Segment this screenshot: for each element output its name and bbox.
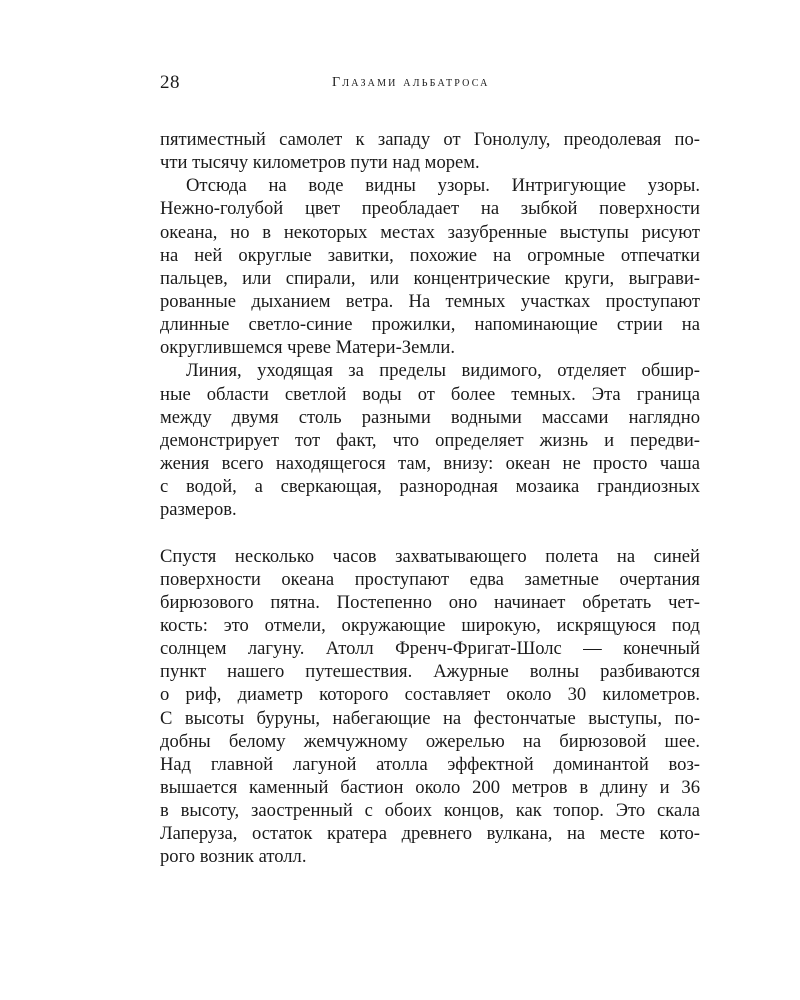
running-head [160, 71, 700, 95]
book-title: Глазами альбатроса [332, 75, 490, 90]
text-line: поверхности океана проступают едва заметные очертания [160, 568, 700, 590]
text-line: жения всего находящегося там, внизу: океан не просто чаша [160, 452, 700, 474]
text-line: Спустя несколько часов захватывающего полета на синей [160, 545, 700, 567]
text-line: между двумя столь разными водными массами наглядно [160, 406, 700, 428]
text-line: размеров. [160, 499, 237, 521]
text-line: с водой, а сверкающая, разнородная мозаика грандиозных [160, 476, 700, 498]
text-line: о риф, диаметр которого составляет около 30 километров. [160, 684, 700, 706]
paragraph [160, 359, 700, 521]
text-line: Над главной лагуной атолла эффектной доминантой воз- [160, 753, 700, 775]
page-number: 28 [160, 72, 180, 93]
paragraph-continuation [160, 128, 700, 174]
text-line: на ней округлые завитки, похожие на огромные отпечатки [160, 244, 700, 266]
text-line: кость: это отмели, окружающие широкую, искрящуюся под [160, 614, 700, 636]
text-line: Линия, уходящая за пределы видимого, отделяет обшир- [186, 360, 700, 382]
text-line: пункт нашего путешествия. Ажурные волны разбиваются [160, 661, 700, 683]
text-line: в высоту, заостренный с обоих концов, как топор. Это скала [160, 800, 700, 822]
text-line: округлившемся чреве Матери-Земли. [160, 337, 455, 359]
paragraph [160, 174, 700, 359]
text-line: бирюзового пятна. Постепенно оно начинает обретать чет- [160, 591, 700, 613]
text-line: добны белому жемчужному ожерелью на бирюзовой шее. [160, 730, 700, 752]
body-text [160, 128, 700, 869]
text-line: океана, но в некоторых местах зазубренные выступы рисуют [160, 221, 700, 243]
section-break [160, 521, 700, 544]
text-line: длинные светло-синие прожилки, напоминающие стрии на [160, 314, 700, 336]
text-line: демонстрирует тот факт, что определяет жизнь и передви- [160, 429, 700, 451]
text-line: пальцев, или спирали, или концентрические круги, выграви- [160, 267, 700, 289]
text-line: пятиместный самолет к западу от Гонолулу, преодолевая по- [160, 129, 700, 150]
paragraph-section-start [160, 545, 700, 869]
text-line: рого возник атолл. [160, 846, 307, 868]
text-line: С высоты буруны, набегающие на фестончатые выступы, по- [160, 707, 700, 729]
text-line: вышается каменный бастион около 200 метров в длину и 36 [160, 776, 700, 798]
text-line: чти тысячу километров пути над морем. [160, 152, 480, 174]
text-line: рованные дыханием ветра. На темных участках проступают [160, 290, 700, 312]
text-line: солнцем лагуну. Атолл Френч-Фригат-Шолс — конечный [160, 638, 700, 660]
text-line: Отсюда на воде видны узоры. Интригующие узоры. [186, 175, 700, 197]
text-line: Нежно-голубой цвет преобладает на зыбкой поверхности [160, 198, 700, 220]
text-line: ные области светлой воды от более темных. Эта граница [160, 383, 700, 405]
text-line: Лаперуза, остаток кратера древнего вулкана, на месте кото- [160, 823, 700, 845]
